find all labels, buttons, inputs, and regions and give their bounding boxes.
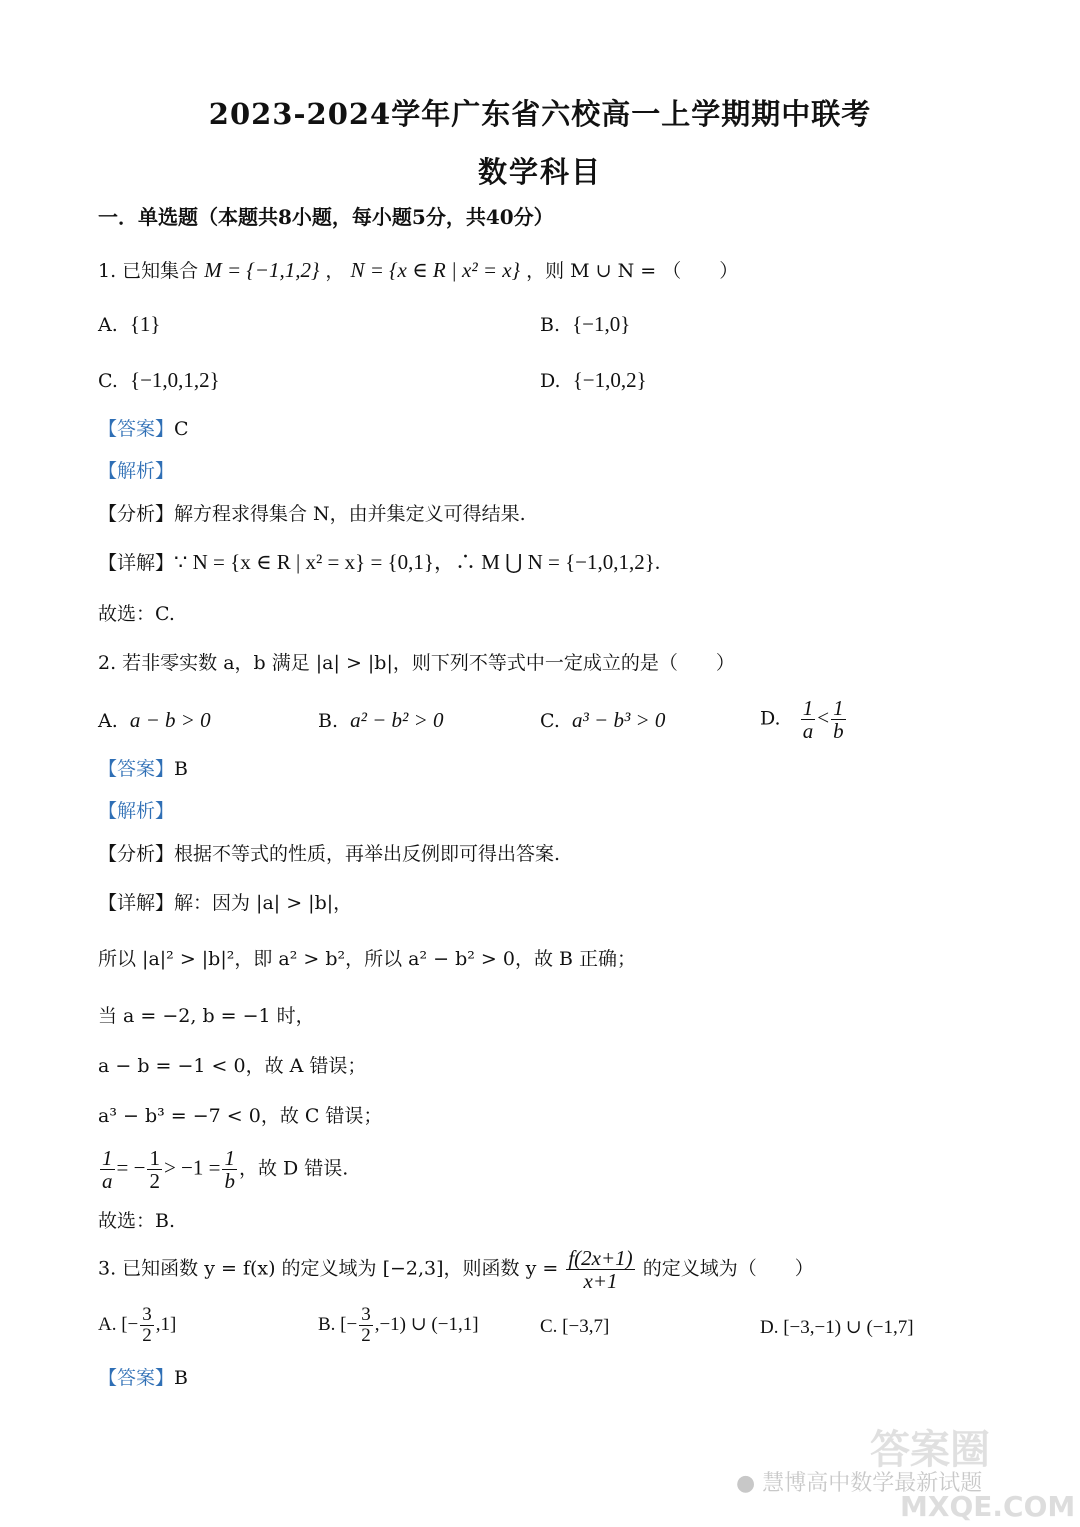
q2-fenxi: 【分析】根据不等式的性质，再举出反例即可得出答案. — [98, 843, 561, 865]
q3-option-a: A. [− $\frac{3}{2}$ ,1] — [98, 1304, 177, 1346]
q2-line4: a³ − b³ = −7 < 0，故 C 错误； — [98, 1105, 383, 1127]
wechat-watermark: ● 慧博高中数学最新试题 — [736, 1471, 983, 1496]
q2-analysis-tag: 【解析】 — [98, 800, 175, 822]
q3-option-c: C. [−3,7] — [540, 1316, 610, 1337]
q3-answer: 【答案】B — [98, 1367, 188, 1389]
q3-stem: 3. 已知函数 y = f(x) 的定义域为 [−2,3]，则函数 y = $\frac{f(2x+1)}{x+1}$ 的定义域为（ ） — [98, 1246, 814, 1294]
q1-ask: ，则 M ∪ N = （ ） — [526, 260, 739, 282]
site-watermark: MXQE.COM — [900, 1490, 1076, 1523]
q2-option-b: B. a² − b² > 0 — [318, 708, 444, 732]
q2-answer: 【答案】B — [98, 758, 188, 780]
exam-title: 2023-2024学年广东省六校高一上学期期中联考 — [208, 97, 872, 131]
q1-sep: ， — [325, 260, 345, 282]
q1-option-c: C. {−1,0,1,2} — [98, 368, 220, 392]
q2-line2: 当 a = −2, b = −1 时， — [98, 1005, 315, 1027]
q2-xiangjie: 【详解】解：因为 |a| > |b|， — [98, 892, 353, 914]
q2-option-a: A. a − b > 0 — [98, 708, 211, 732]
q1-stem — [98, 258, 738, 283]
q2-stem: 2. 若非零实数 a，b 满足 |a| > |b|，则下列不等式中一定成立的是（ ） — [98, 652, 735, 674]
q2-option-d: D. $\frac{1}{a}$ < $\frac{1}{b}$ — [760, 696, 844, 744]
q2-option-c: C. a³ − b³ > 0 — [540, 708, 666, 732]
wechat-icon: ● — [736, 1471, 756, 1496]
stamp-watermark: 答案圈 — [870, 1427, 990, 1473]
q1-set-n: N = {x ∈ R | x² = x} — [350, 258, 521, 282]
q1-answer: 【答案】C — [98, 418, 189, 440]
q3-option-b: B. [− $\frac{3}{2}$ ,−1) ∪ (−1,1] — [318, 1304, 479, 1346]
q2-line1: 所以 |a|² > |b|²，即 a² > b²，所以 a² − b² > 0，故 B 正确； — [98, 948, 637, 970]
answer-tag: 【答案】 — [98, 418, 175, 440]
q2-choose: 故选：B. — [98, 1210, 176, 1232]
q1-choose: 故选：C. — [98, 603, 175, 625]
q1-option-b: B. {−1,0} — [540, 312, 631, 336]
q1-prefix: 1. 已知集合 — [98, 260, 199, 282]
q1-fenxi: 【分析】解方程求得集合 N，由并集定义可得结果. — [98, 503, 526, 525]
q2-line5: $\frac{1}{a}$ = − $\frac{1}{2}$ > −1 = $\frac{1}{b}$ ，故 D 错误. — [102, 1146, 349, 1194]
q1-option-d: D. {−1,0,2} — [540, 368, 647, 392]
section-heading: 一．单选题（本题共8小题，每小题5分，共40分） — [98, 205, 554, 229]
q2-line3: a − b = −1 < 0，故 A 错误； — [98, 1055, 367, 1077]
q1-set-m: M = {−1,1,2} — [204, 258, 320, 282]
exam-subject: 数学科目 — [477, 155, 602, 189]
q3-option-d: D. [−3,−1) ∪ (−1,7] — [760, 1317, 914, 1338]
q1-analysis-tag: 【解析】 — [98, 460, 175, 482]
q1-xiangjie: 【详解】∵ N = {x ∈ R | x² = x} = {0,1}，∴ M ⋃ N = {−1,0,1,2}. — [98, 550, 661, 574]
q1-option-a: A. {1} — [98, 312, 161, 336]
